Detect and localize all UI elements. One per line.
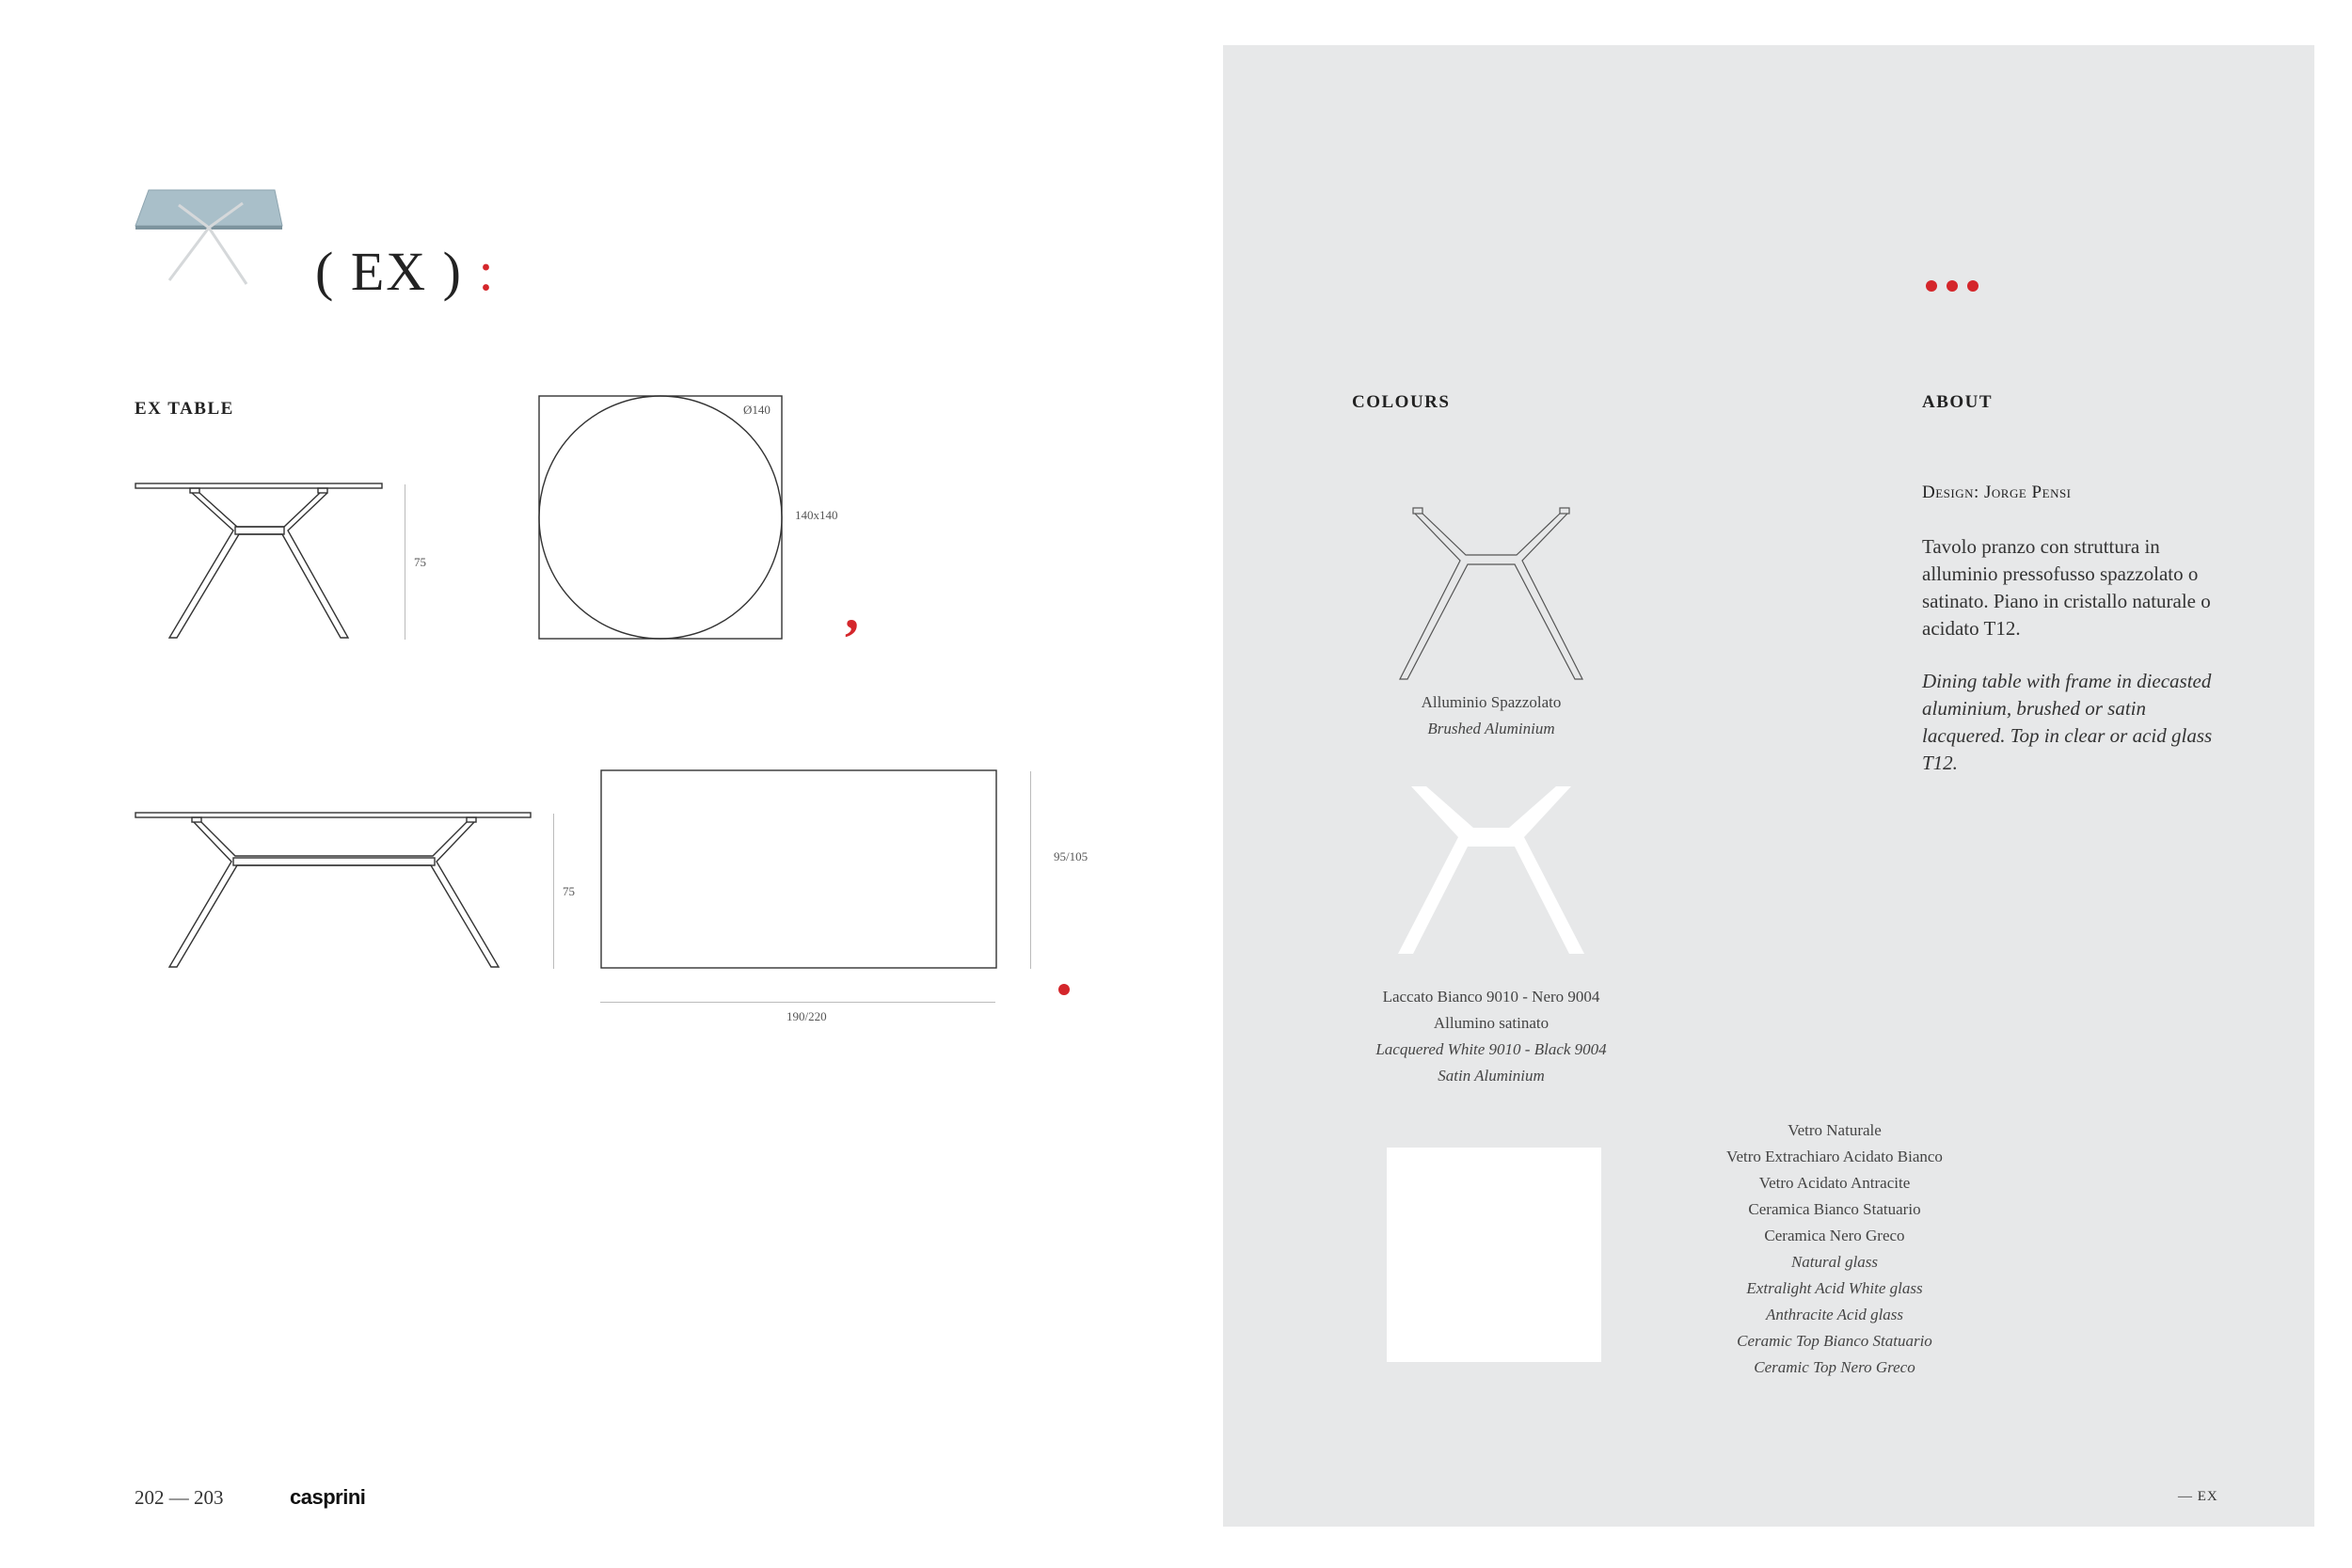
rect-depth-line [1030, 771, 1031, 969]
finish-2-caption [1303, 984, 1679, 1089]
title-close-paren: ) [442, 241, 463, 302]
section-label-ex-table: EX TABLE [135, 399, 234, 419]
top-en-4: Ceramic Top Bianco Statuario [1737, 1332, 1932, 1350]
top-it-2: Vetro Extrachiaro Acidato Bianco [1726, 1148, 1943, 1165]
round-table-top-drawing [538, 395, 783, 640]
rect-table-side-drawing [132, 809, 536, 974]
finish-2-line1-en: Lacquered White 9010 - Black 9004 [1375, 1040, 1607, 1058]
top-en-2: Extralight Acid White glass [1746, 1279, 1923, 1297]
finish-1-name-en: Brushed Aluminium [1427, 720, 1555, 737]
rect-length-line [600, 1002, 995, 1003]
red-dot-2 [1947, 280, 1958, 292]
title-text: EX [350, 241, 428, 302]
top-it-5: Ceramica Nero Greco [1764, 1227, 1905, 1244]
page-numbers: 202 — 203 [135, 1486, 224, 1509]
section-label-about: ABOUT [1922, 392, 1994, 412]
round-table-side-drawing [132, 480, 395, 644]
finish-2-line2-it: Allumino satinato [1433, 1014, 1549, 1032]
right-panel [1223, 45, 2314, 1527]
top-it-3: Vetro Acidato Antracite [1758, 1174, 1911, 1192]
designer-credit: Design: Jorge Pensi [1922, 483, 2072, 502]
title-open-paren: ( [315, 241, 336, 302]
dim-rect-height: 75 [563, 884, 575, 898]
top-en-1: Natural glass [1790, 1253, 1879, 1271]
finish-1-name-it: Alluminio Spazzolato [1421, 693, 1562, 711]
top-en-5: Ceramic Top Nero Greco [1754, 1358, 1915, 1376]
top-it-1: Vetro Naturale [1788, 1121, 1882, 1139]
dim-round-diameter: Ø140 [743, 403, 771, 417]
dim-round-square: 140x140 [795, 508, 838, 522]
brushed-frame-swatch [1383, 497, 1599, 685]
red-dot-1 [1926, 280, 1937, 292]
about-text-en: Dining table with frame in diecasted aluminium, brushed or satin lacquered. Top in clear or acid glass T12. [1922, 670, 2213, 774]
finish-2-line2-en: Satin Aluminium [1438, 1067, 1545, 1085]
red-dot-3 [1967, 280, 1979, 292]
footer-section-label: — EX [2178, 1489, 2218, 1504]
rect-table-top-drawing [600, 769, 997, 969]
brand-logo: casprini [290, 1485, 366, 1509]
red-dot-mark [1058, 984, 1070, 995]
rect-height-line [553, 814, 554, 969]
glass-table-thumbnail-icon [132, 186, 287, 290]
title-colon: : [478, 241, 496, 302]
tops-caption [1637, 1117, 2032, 1381]
top-swatch [1387, 1148, 1601, 1362]
section-label-colours: COLOURS [1352, 392, 1451, 412]
red-comma-mark: , [845, 578, 859, 641]
top-it-4: Ceramica Bianco Statuario [1748, 1200, 1921, 1218]
finish-2-line1-it: Laccato Bianco 9010 - Nero 9004 [1382, 988, 1600, 1006]
top-en-3: Anthracite Acid glass [1765, 1306, 1904, 1323]
dim-rect-depth: 95/105 [1054, 849, 1089, 863]
about-text-it: Tavolo pranzo con struttura in alluminio pressofusso spazzolato o satinato. Piano in cristallo naturale o acidato T12. [1922, 535, 2211, 640]
dim-round-height: 75 [414, 555, 426, 569]
finish-1-caption [1303, 689, 1679, 742]
lacquered-frame-swatch [1383, 786, 1599, 974]
dim-rect-length: 190/220 [787, 1009, 827, 1023]
product-title [315, 240, 496, 303]
